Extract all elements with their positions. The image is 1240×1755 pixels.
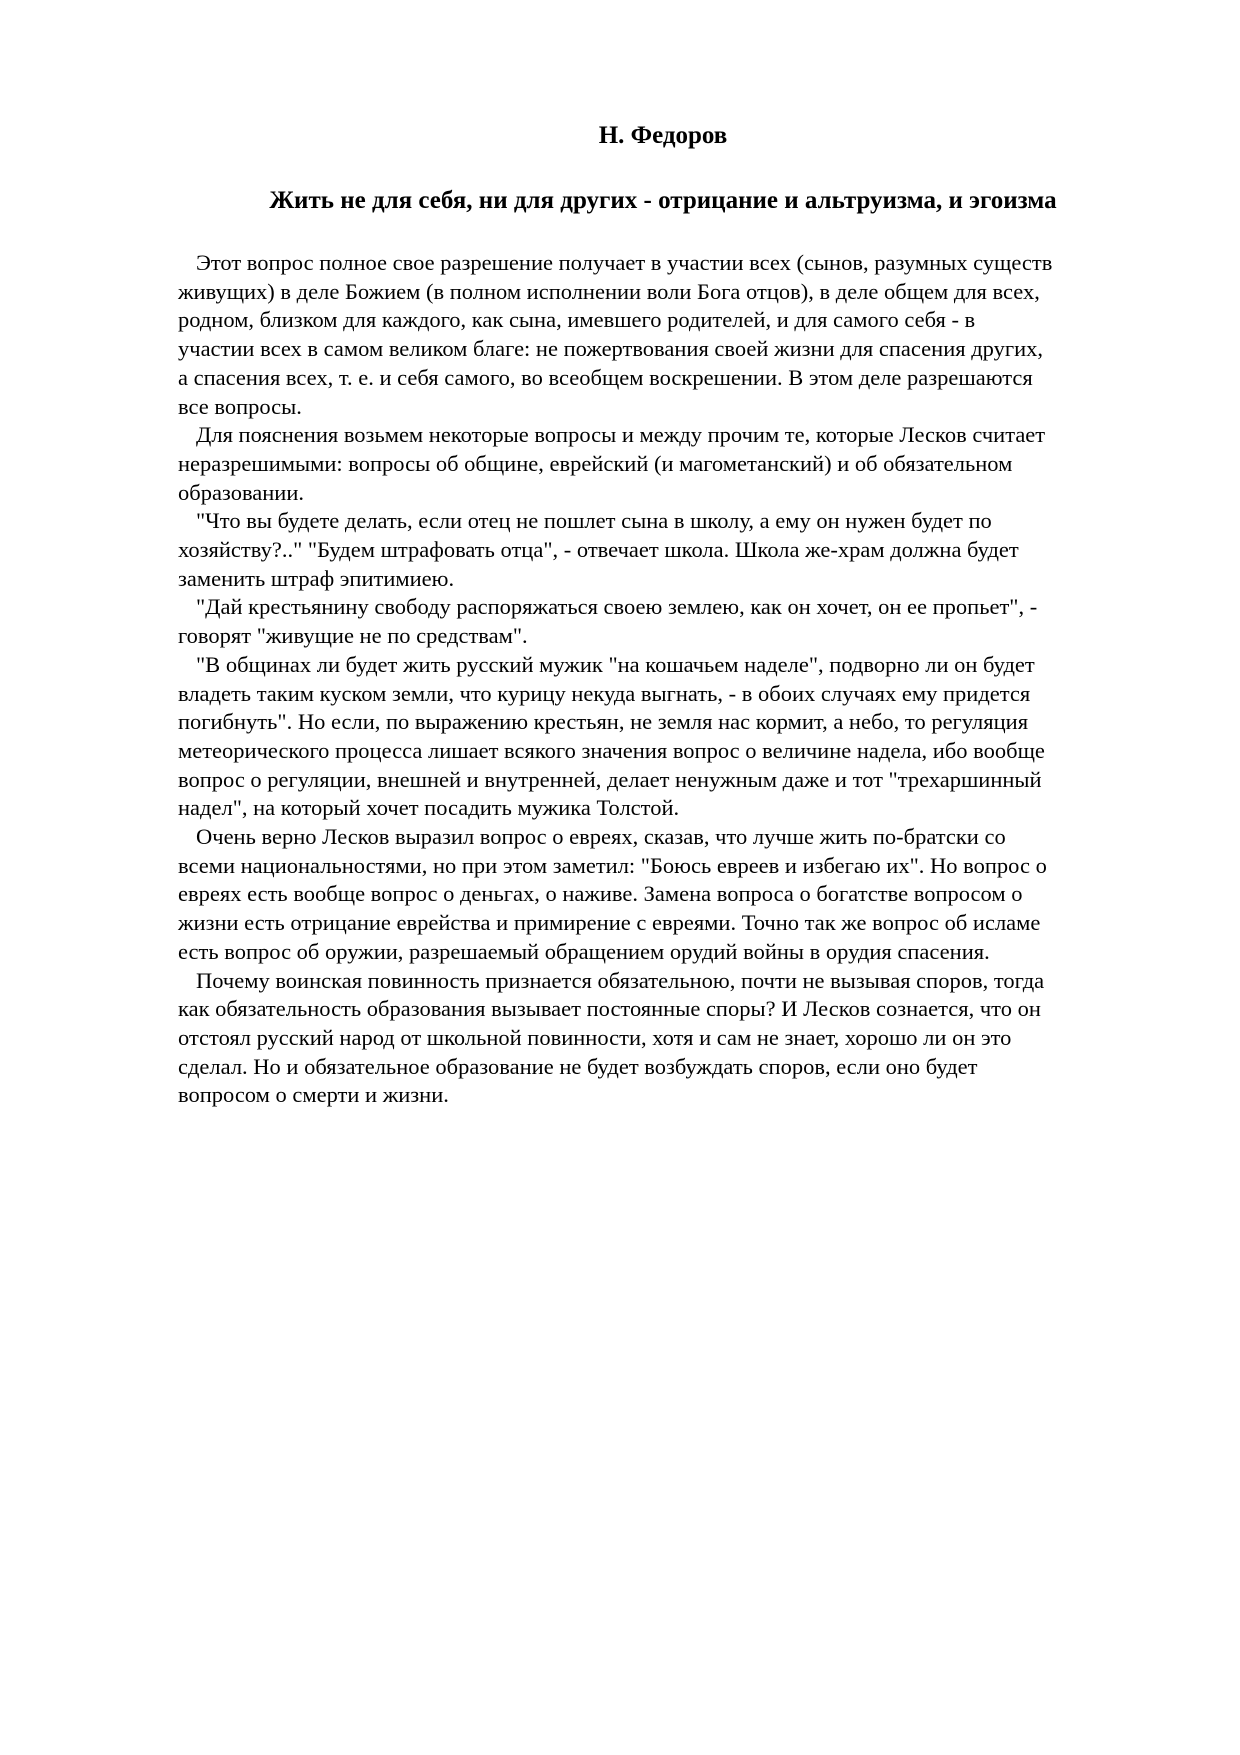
text-line: Этот вопрос полное свое разрешение получает в участии всех (сынов, разумных существ bbox=[196, 250, 1053, 275]
text-line: заменить штраф эпитимиею. bbox=[178, 565, 455, 591]
paragraph bbox=[178, 823, 1168, 967]
text-line: неразрешимыми: вопросы об общине, еврейский (и магометанский) и об обязательном bbox=[178, 450, 1013, 476]
paragraph bbox=[178, 507, 1168, 593]
text-line: есть вопрос об оружии, разрешаемый обращением орудий войны в орудия спасения. bbox=[178, 938, 990, 964]
text-line: вопросом о смерти и жизни. bbox=[178, 1082, 449, 1108]
text-line: Для пояснения возьмем некоторые вопросы и между прочим те, которые Лесков считает bbox=[196, 422, 1046, 448]
text-line: метеорического процесса лишает всякого значения вопрос о величине надела, ибо вообще bbox=[178, 737, 1045, 763]
text-line: Очень верно Лесков выразил вопрос о евреях, сказав, что лучше жить по-братски со bbox=[196, 824, 1006, 850]
text-line: "В общинах ли будет жить русский мужик "на кошачьем наделе", подворно ли он будет bbox=[196, 651, 1035, 677]
text-line: вопрос о регуляции, внешней и внутренней, делает ненужным даже и тот "трехаршинный bbox=[178, 766, 1042, 792]
text-line: "Что вы будете делать, если отец не пошлет сына в школу, а ему он нужен будет по bbox=[196, 508, 992, 534]
text-line: Почему воинская повинность признается обязательною, почти не вызывая споров, тогда bbox=[196, 967, 1045, 993]
text-line: говорят "живущие не по средствам". bbox=[178, 623, 528, 649]
text-line: а спасения всех, т. е. и себя самого, во всеобщем воскрешении. В этом деле разрешаются bbox=[178, 364, 1033, 390]
paragraph bbox=[178, 421, 1168, 507]
text-line: хозяйству?.." "Будем штрафовать отца", - отвечает школа. Школа же-храм должна будет bbox=[178, 537, 1019, 563]
document-body bbox=[178, 249, 1168, 1110]
text-line: евреях есть вообще вопрос о деньгах, о наживе. Замена вопроса о богатстве вопросом о bbox=[178, 881, 1023, 907]
text-line: родном, близком для каждого, как сына, имевшего родителей, и для самого себя - в bbox=[178, 307, 976, 333]
text-line: надел", на который хочет посадить мужика Толстой. bbox=[178, 795, 680, 821]
paragraph bbox=[178, 249, 1168, 421]
text-line: как обязательность образования вызывает постоянные споры? И Лесков сознается, что он bbox=[178, 996, 1041, 1022]
text-line: жизни есть отрицание еврейства и примирение с евреями. Точно так же вопрос об исламе bbox=[178, 910, 1041, 936]
paragraph bbox=[178, 967, 1168, 1111]
text-line: отстоял русский народ от школьной повинности, хотя и сам не знает, хорошо ли он это bbox=[178, 1024, 1012, 1050]
text-line: сделал. Но и обязательное образование не будет возбуждать споров, если оно будет bbox=[178, 1053, 978, 1079]
text-line: владеть таким куском земли, что курицу некуда выгнать, - в обоих случаях ему придется bbox=[178, 680, 1031, 706]
text-line: все вопросы. bbox=[178, 393, 302, 419]
text-line: живущих) в деле Божием (в полном исполнении воли Бога отцов), в деле общем для всех, bbox=[178, 278, 1040, 304]
text-line: "Дай крестьянину свободу распоряжаться своею землею, как он хочет, он ее пропьет", - bbox=[196, 594, 1038, 620]
text-line: участии всех в самом великом благе: не пожертвования своей жизни для спасения других, bbox=[178, 336, 1044, 362]
paragraph bbox=[178, 651, 1168, 823]
paragraph bbox=[178, 593, 1168, 650]
text-line: погибнуть". Но если, по выражению крестьян, не земля нас кормит, а небо, то регуляция bbox=[178, 709, 1029, 735]
document-title: Жить не для себя, ни для других - отрицание и альтруизма, и эгоизма bbox=[269, 187, 1057, 214]
text-line: всеми национальностями, но при этом заметил: "Боюсь евреев и избегаю их". Но вопрос о bbox=[178, 852, 1047, 878]
text-line: образовании. bbox=[178, 479, 305, 505]
author-name: Н. Федоров bbox=[598, 122, 728, 149]
